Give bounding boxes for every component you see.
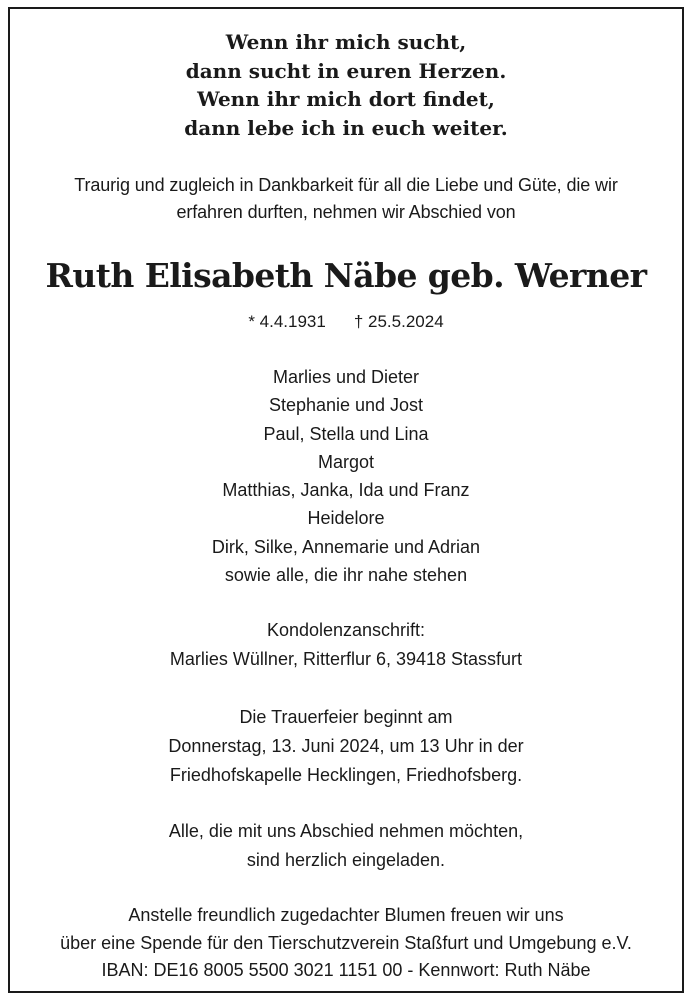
poem-verse — [10, 28, 682, 142]
poem-line: dann sucht in euren Herzen. — [185, 58, 507, 83]
funeral-service-info — [10, 703, 682, 790]
invitation-line: Alle, die mit uns Abschied nehmen möchten, — [168, 821, 524, 841]
family-member: Matthias, Janka, Ida und Franz — [222, 480, 470, 501]
donation-line: über eine Spende für den Tierschutzverein Staßfurt und Umgebung e.V. — [60, 932, 632, 953]
family-member: Marlies und Dieter — [272, 367, 420, 387]
life-dates — [10, 309, 682, 335]
deceased-name — [10, 254, 682, 298]
family-member: Stephanie und Jost — [268, 395, 424, 416]
invitation-line: sind herzlich eingeladen. — [246, 850, 446, 870]
family-member: Paul, Stella und Lina — [263, 423, 429, 444]
poem-line: Wenn ihr mich dort findet, — [197, 87, 495, 111]
family-list — [10, 363, 682, 589]
donation-iban: IBAN: DE16 8005 5500 3021 1151 00 - Kennwort: Ruth Näbe — [101, 960, 591, 980]
condolence-label: Kondolenzanschrift: — [266, 620, 426, 640]
poem-line: Wenn ihr mich sucht, — [225, 30, 467, 54]
donation-request — [10, 902, 682, 985]
service-line: Donnerstag, 13. Juni 2024, um 13 Uhr in der — [168, 736, 524, 756]
donation-line: Anstelle freundlich zugedachter Blumen freuen wir uns — [128, 905, 564, 925]
family-member: Heidelore — [307, 508, 385, 529]
poem-line: dann lebe ich in euch weiter. — [184, 115, 508, 140]
intro-line: Traurig und zugleich in Dankbarkeit für all die Liebe und Güte, die wir — [74, 175, 618, 195]
life-dates-line — [10, 309, 682, 335]
death-date: † 25.5.2024 — [353, 312, 444, 331]
family-member: Margot — [317, 451, 375, 472]
family-member: sowie alle, die ihr nahe stehen — [224, 565, 468, 586]
family-member: Dirk, Silke, Annemarie und Adrian — [211, 536, 481, 557]
birth-date: * 4.4.1931 — [248, 312, 326, 331]
condolence-address-text: Marlies Wüllner, Ritterflur 6, 39418 Stassfurt — [169, 649, 523, 669]
invitation-text — [10, 817, 682, 875]
service-line: Friedhofskapelle Hecklingen, Friedhofsberg. — [169, 765, 523, 785]
service-line: Die Trauerfeier beginnt am — [239, 707, 453, 727]
condolence-address — [10, 616, 682, 674]
intro-text — [10, 172, 682, 226]
obituary-notice — [8, 7, 684, 993]
deceased-name-text: Ruth Elisabeth Näbe geb. Werner — [45, 256, 647, 295]
intro-line: erfahren durften, nehmen wir Abschied von — [176, 202, 516, 222]
